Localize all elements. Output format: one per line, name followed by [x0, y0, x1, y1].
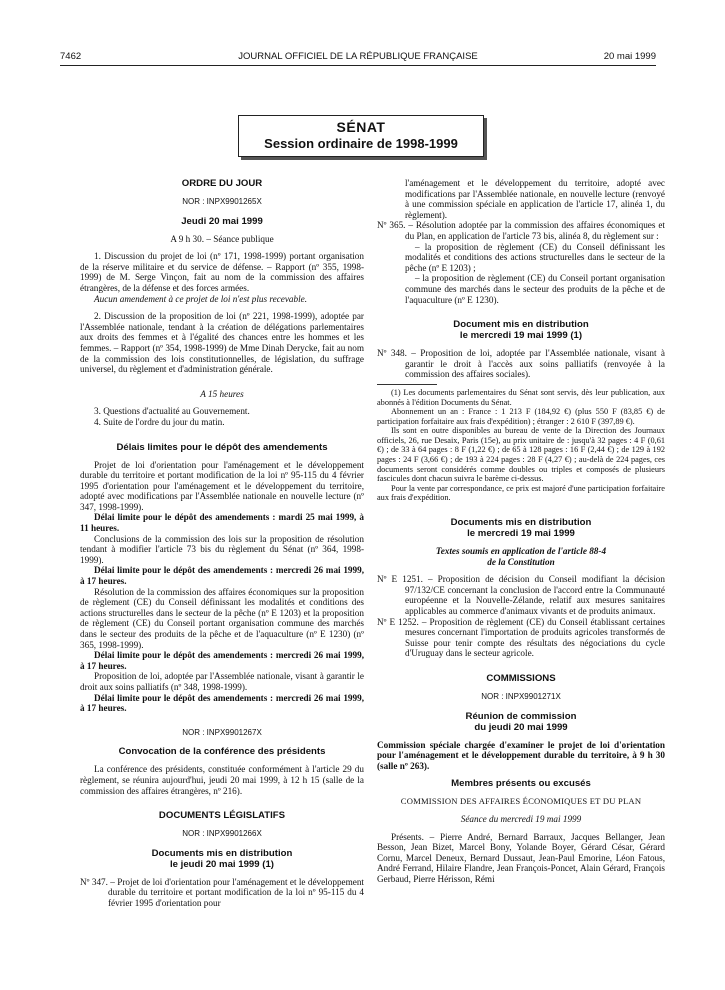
seance-line: A 9 h 30. – Séance publique	[170, 233, 274, 244]
textes-soumis-line1: Textes soumis en application de l'article 88-4	[435, 546, 607, 557]
delai-text-4: Proposition de loi, adoptée par l'Assemblée nationale, visant à garantir le droit aux soins palliatifs (nº 348, 1998-1999).	[80, 671, 364, 692]
seance-date: Séance du mercredi 19 mai 1999	[460, 813, 582, 824]
convocation-heading: Convocation de la conférence des présidents	[118, 746, 326, 758]
agenda-item-1-note: Aucun amendement à ce projet de loi n'est plus recevable.	[94, 293, 308, 304]
distribution-heading-3: Documents mis en distribution	[450, 517, 592, 529]
title-senat: SÉNAT	[336, 119, 386, 135]
delai-limit-1: Délai limite pour le dépôt des amendements : mardi 25 mai 1999, à 11 heures.	[80, 512, 364, 534]
page-number: 7462	[60, 51, 82, 62]
footnote-1: (1) Les documents parlementaires du Sénat sont servis, dès leur publication, aux abonnés à l'édition Documents du Sénat.	[377, 387, 665, 407]
footnote-rule	[377, 384, 437, 385]
document-348: Nº 348. – Proposition de loi, adoptée par l'Assemblée nationale, visant à garantir le droit à l'accès aux soins palliatifs (renvoyée à la commission des affaires sociales).	[377, 348, 665, 380]
footnote	[377, 388, 665, 503]
textes-soumis-line2: de la Constitution	[487, 556, 555, 567]
presents-list: Présents. – Pierre André, Bernard Barraux, Jacques Bellanger, Jean Besson, Jean Bizet, Marcel Bony, Yolande Boyer, Gérard César, Gérard Cornu, Marcel Deneux, Bernard Dussaut, Jean-Paul Emorine, Léon Fatous, André Ferrand, Hilaire Flandre, Jean François-Poncet, Alain Gérard, François Gerbaud, Pierre Hérisson, Rémi	[377, 831, 665, 884]
footnote-2: Abonnement un an : France : 1 213 F (184,92 €) (plus 550 F (83,85 €) de participation forfaitaire aux frais d'expédition) ; étranger : 2 610 F (397,89 €).	[377, 407, 665, 426]
document-347: Nº 347. – Projet de loi d'orientation pour l'aménagement et le développement durable du territoire et portant modification de la loi nº 95-115 du 4 février 1995 d'orientation pour	[80, 876, 364, 908]
delai-text-3: Résolution de la commission des affaires économiques sur la proposition de règlement (CE) du Conseil définissant les modalités et conditions des actions structurelles dans le secteur de la pêche (nº E 1203) et la proposition de règlement (CE) du Conseil portant organisation commune des marchés dans le secteur des produits de la pêche et de l'aquaculture (nº E 1230) (nº 365, 1998-1999).	[80, 586, 364, 650]
document-365-b: – la proposition de règlement (CE) du Conseil portant organisation commune des marchés dans le secteur des produits de la pêche et de l'aquaculture (nº E 1230).	[405, 273, 665, 305]
ordre-du-jour-heading: ORDRE DU JOUR	[181, 178, 263, 189]
nor-code: NOR : INPX9901266X	[182, 829, 262, 839]
header-rule	[60, 65, 656, 66]
time-15h: A 15 heures	[200, 388, 244, 399]
delai-limit-2: Délai limite pour le dépôt des amendements : mercredi 26 mai 1999, à 17 heures.	[80, 565, 364, 587]
right-column	[377, 178, 665, 885]
agenda-item-3: 3. Questions d'actualité au Gouvernement.	[94, 406, 250, 417]
agenda-item-4: 4. Suite de l'ordre du jour du matin.	[94, 416, 225, 427]
nor-code: NOR : INPX9901271X	[481, 691, 561, 701]
agenda-item-2: 2. Discussion de la proposition de loi (nº 221, 1998-1999), adoptée par l'Assemblée nationale, tendant à la création de délégations parlementaires aux droits des femmes et à l'égalité des chances entre les hommes et les femmes. – Rapport (nº 354, 1998-1999) de Mme Dinah Derycke, fait au nom de la commission des lois constitutionnelles, de législation, du suffrage universel, du règlement et d'administration générale.	[80, 311, 364, 375]
commissions-heading: COMMISSIONS	[486, 672, 556, 684]
delais-heading: Délais limites pour le dépôt des amendements	[116, 441, 328, 453]
title-session: Session ordinaire de 1998-1999	[264, 136, 458, 151]
commission-name: COMMISSION DES AFFAIRES ÉCONOMIQUES ET DU PLAN	[400, 796, 642, 807]
footnote-3: Ils sont en outre disponibles au bureau de vente de la Direction des Journaux officiels, 26, rue Desaix, Paris (15e), au prix unitaire de : jusqu'à 32 pages : 4 F (0,61 €) ; de 33 à 64 pages : 8 F (1,22 €) ; de 65 à 128 pages : 16 F (2,44 €) ; de 129 à 192 pages : 24 F (3,66 €) ; de 193 à 224 pages : 28 F (4,27 €) ; au-delà de 224 pages, ces documents seront considérés comme doubles ou triples et composés de plusieurs fascicules dont chacun suivra le barème ci-dessus.	[377, 426, 665, 484]
running-header	[60, 51, 656, 65]
document-e1251: Nº E 1251. – Proposition de décision du Conseil modifiant la décision 97/132/CE concernant la conclusion de l'accord entre la Communauté européenne et la Nouvelle-Zélande, relatif aux mesures sanitaires applicables au commerce d'animaux vivants et de produits animaux.	[377, 574, 665, 616]
document-347-continued: l'aménagement et le développement du territoire, adopté avec modifications par l'Assemblée nationale, en nouvelle lecture (renvoyé à une commission spéciale en application de l'article 17, alinéa 1, du règlement).	[405, 178, 665, 220]
nor-code: NOR : INPX9901265X	[182, 197, 262, 206]
delai-limit-3: Délai limite pour le dépôt des amendements : mercredi 26 mai 1999, à 17 heures.	[80, 650, 364, 671]
date-heading: Jeudi 20 mai 1999	[181, 215, 263, 227]
delai-text-1: Projet de loi d'orientation pour l'aménagement et le développement durable du territoire et portant modification de la loi nº 95-115 du 4 février 1995 d'orientation pour l'aménagement et le développement du territoire, adopté avec modifications par l'Assemblée nationale en nouvelle lecture (nº 347, 1998-1999).	[80, 459, 364, 512]
membres-heading: Membres présents ou excusés	[451, 778, 591, 790]
distribution-heading-1: Document mis en distribution	[453, 319, 589, 331]
docs-distribution-line1: Documents mis en distribution	[151, 847, 293, 859]
journal-title: JOURNAL OFFICIEL DE LA RÉPUBLIQUE FRANÇAISE	[238, 51, 478, 62]
document-e1252: Nº E 1252. – Proposition de règlement (CE) du Conseil établissant certaines mesures concernant l'importation de produits agricoles transformés de Suisse pour tenir compte des résultats des négociations du cycle d'Uruguay dans le secteur agricole.	[377, 616, 665, 659]
documents-legislatifs-heading: DOCUMENTS LÉGISLATIFS	[158, 810, 286, 822]
header-date: 20 mai 1999	[603, 51, 656, 62]
title-box	[238, 115, 484, 157]
reunion-heading-2: du jeudi 20 mai 1999	[474, 721, 568, 733]
footnote-4: Pour la vente par correspondance, ce prix est majoré d'une participation forfaitaire aux frais d'expédition.	[377, 483, 665, 503]
docs-distribution-line2: le jeudi 20 mai 1999 (1)	[170, 858, 274, 870]
convocation-text: La conférence des présidents, constituée conformément à l'article 29 du règlement, se réunira aujourd'hui, jeudi 20 mai 1999, à 12 h 15 (salle de la commission des affaires étrangères, nº 216).	[80, 764, 364, 796]
distribution-heading-4: le mercredi 19 mai 1999	[467, 528, 575, 540]
document-365: Nº 365. – Résolution adoptée par la commission des affaires économiques et du Plan, en application de l'article 73 bis, alinéa 8, du règlement sur :	[377, 220, 665, 241]
reunion-heading-1: Réunion de commission	[465, 710, 577, 722]
document-365-a: – la proposition de règlement (CE) du Conseil définissant les modalités et conditions des actions structurelles dans le secteur de la pêche (nº E 1203) ;	[405, 241, 665, 273]
delai-text-2: Conclusions de la commission des lois sur la proposition de résolution tendant à modifier l'article 73 bis du règlement du Sénat (nº 364, 1998-1999).	[80, 533, 364, 565]
commission-speciale: Commission spéciale chargée d'examiner le projet de loi d'orientation pour l'aménagement et le développement durable du territoire, à 9 h 30 (salle nº 263).	[377, 739, 665, 771]
distribution-heading-2: le mercredi 19 mai 1999 (1)	[459, 330, 583, 342]
nor-code: NOR : INPX9901267X	[182, 727, 262, 737]
left-column	[80, 178, 364, 909]
delai-limit-4: Délai limite pour le dépôt des amendements : mercredi 26 mai 1999, à 17 heures.	[80, 692, 364, 714]
agenda-item-1: 1. Discussion du projet de loi (nº 171, 1998-1999) portant organisation de la réserve militaire et du service de défense. – Rapport (nº 355, 1998-1999) de M. Serge Vinçon, fait au nom de la commission des affaires étrangères, de la défense et des forces armées.	[80, 251, 364, 293]
